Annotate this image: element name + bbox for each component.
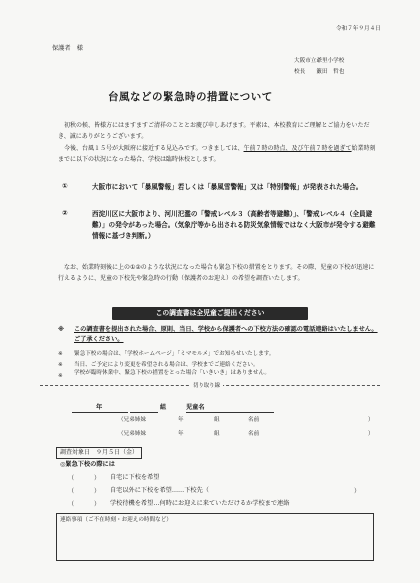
intro-p2-part-a: 今後、台風１５号が大阪府に接近する見込みです。つきましては、	[64, 145, 244, 152]
option-2-destination-close: ）	[354, 488, 361, 495]
recipient-line: 保護者 様	[52, 45, 83, 52]
condition-2-number: ②	[62, 209, 68, 217]
sibling-1-year[interactable]: 年	[178, 417, 184, 423]
submission-notice-banner: この調査書は全児童ご提出ください	[112, 307, 308, 320]
emergency-heading: ◎緊急下校の際には	[60, 461, 115, 468]
note-4-mark: ※	[58, 373, 63, 379]
year-label[interactable]: 年	[96, 404, 103, 411]
principal-name: 校長 籔田 哲也	[294, 69, 345, 75]
option-3-close[interactable]: ）	[94, 501, 101, 508]
document-date: 令和７年９月４日	[336, 26, 381, 32]
note-3-mark: ※	[58, 362, 63, 368]
condition-1-text: 大阪市において「暴風警報」若しくは「暴風雪警報」又は「特別警報」が発表された場合。	[92, 183, 363, 191]
student-name-underline[interactable]	[186, 412, 274, 413]
intro-paragraph-1: 初秋の候、皆様方にはますますご清祥のこととお慶び申しあげます。平素は、本校教育にご理解とご協力をいただき、誠にありがとうございます。	[58, 122, 370, 140]
after-paragraph: なお、始業時刻後に上の①②のような状況になった場合も緊急下校の措置をとります。その際、児童の下校が迅速に行えるように、児童の下校先や緊急時の行動（保護者のお迎え）の希望を調査いたします。	[58, 264, 375, 282]
sibling-2-prefix: （兄弟姉妹	[118, 431, 146, 437]
option-2-open[interactable]: （	[68, 488, 75, 495]
option-3-open[interactable]: （	[68, 501, 75, 508]
sibling-1-prefix: （兄弟姉妹	[118, 417, 146, 423]
class-label[interactable]: 組	[160, 404, 167, 411]
note-1-text: この調査書を提出された場合、原則、当日、学校から保護者への下校方法の確認の電話連絡はいたしません。ご了承ください。	[74, 326, 378, 343]
contact-notes-label: 連絡事項（ご不在時刻・お迎えの時間など）	[60, 517, 172, 523]
option-3-text: 学校待機を希望…何時にお迎えに来ていただけるか学校まで連絡	[110, 500, 290, 507]
sibling-1-name[interactable]: 名前	[248, 417, 260, 423]
intro-p2-part-c: 始業時刻までに以下の状況になった場合、学校は臨時休校とします。	[58, 145, 376, 163]
option-2-text: 自宅以外に下校を希望……下校先（	[110, 487, 209, 494]
student-name-label: 児童名	[186, 404, 205, 411]
sibling-2-name[interactable]: 名前	[248, 431, 260, 437]
intro-p2-part-b-underlined: 午前７時の時点、及び午前７時を過ぎて	[243, 145, 352, 152]
sibling-1-class[interactable]: 組	[214, 417, 220, 423]
survey-date-label: 調査対象日 ９月５日（金）	[56, 447, 142, 459]
document-title: 台風などの緊急時の措置について	[108, 91, 273, 103]
school-name: 大阪市立爺里小学校	[294, 58, 345, 64]
option-1-close[interactable]: ）	[94, 475, 101, 482]
option-1-text: 自宅に下校を希望	[110, 474, 160, 481]
cut-line-label: 切り取り線	[190, 381, 223, 389]
class-underline	[130, 412, 158, 413]
note-2-text: 緊急下校の場合は、「学校ホームページ」「ミマモルメ」でお知らせいたします。	[74, 351, 275, 357]
sibling-2-close: ）	[368, 431, 374, 437]
year-underline	[72, 412, 128, 413]
intro-paragraph-2	[58, 143, 378, 165]
option-2-close[interactable]: ）	[94, 488, 101, 495]
sibling-2-year[interactable]: 年	[178, 431, 184, 437]
note-2-mark: ※	[58, 351, 63, 357]
condition-1-number: ①	[62, 182, 68, 190]
option-1-open[interactable]: （	[68, 475, 75, 482]
sibling-1-close: ）	[368, 417, 374, 423]
sibling-2-class[interactable]: 組	[214, 431, 220, 437]
condition-2-text: 西淀川区に大阪市より、河川氾濫の「警戒レベル３（高齢者等避難）」、「警戒レベル４（全員避難）」の発令があった場合。（気象庁等から出される防災気象情報ではなく大阪市が発令する避難情報に基づき判断。）	[92, 210, 376, 240]
note-4-text: 学校が臨時休業中、緊急下校の措置をとった場合「いきいき」はありません。	[74, 370, 271, 376]
note-3-text: 当日、ご予定により変更を希望される場合は、学校までご連絡ください。	[74, 362, 259, 368]
note-1-mark: ※	[58, 326, 65, 333]
